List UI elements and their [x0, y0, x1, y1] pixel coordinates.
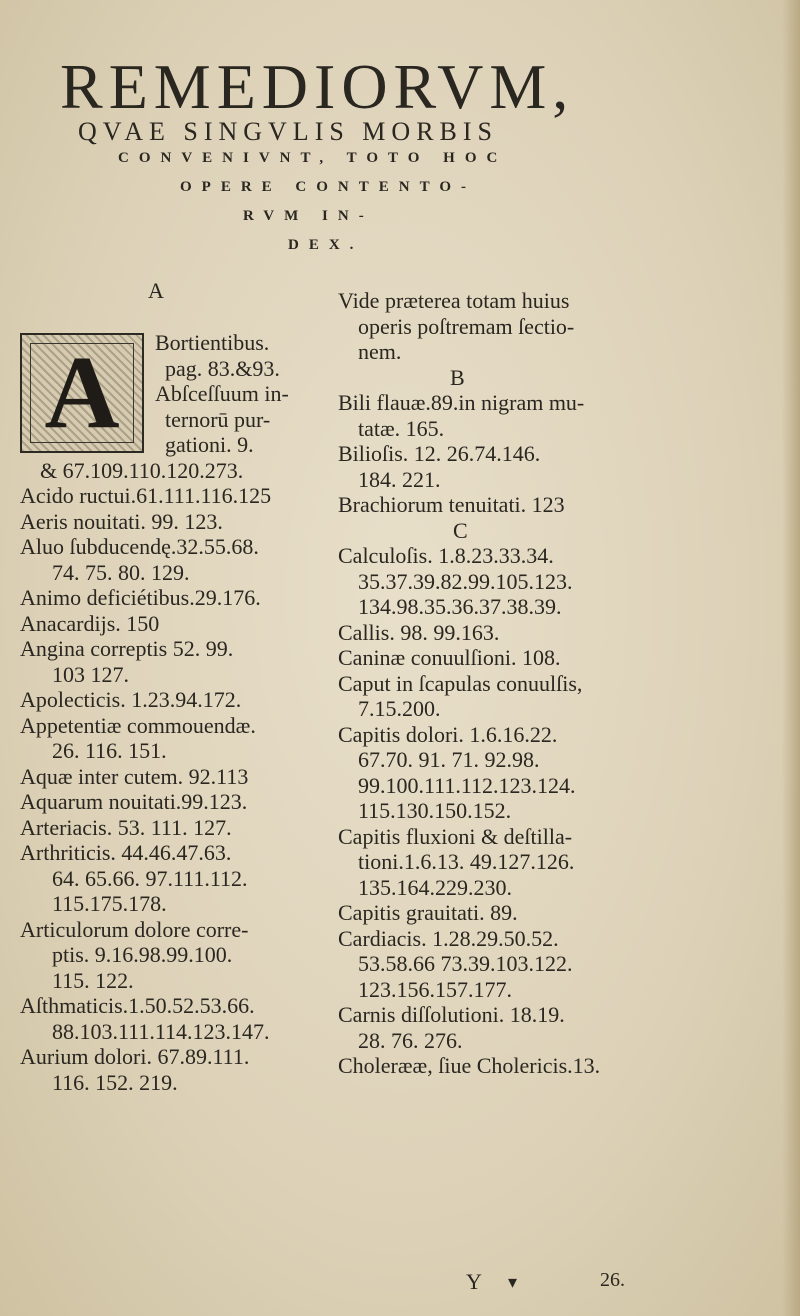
left-column: [20, 330, 325, 1095]
index-entry: Brachiorum tenuitati. 123: [338, 492, 565, 517]
index-entry: 123.156.157.177.: [358, 976, 512, 1002]
index-entry: 115.130.150.152.: [358, 798, 512, 823]
index-entry: Caninæ conuulſioni. 108.: [338, 645, 561, 670]
index-entry: tatæ. 165.: [358, 415, 445, 441]
index-entry: Arthriticis. 44.46.47.63.: [20, 840, 232, 865]
index-entry: Angina correptis 52. 99.: [20, 636, 234, 661]
index-entry: pag. 83.&93.: [165, 355, 280, 381]
index-entry: 53.58.66 73.39.103.122.: [358, 951, 573, 976]
index-entry: 64. 65.66. 97.111.112.: [52, 865, 248, 891]
index-entry: Acido ructui.61.111.116.125: [20, 483, 272, 508]
index-entry: Articulorum dolore corre-: [20, 916, 249, 942]
decorated-initial-letter: A: [44, 335, 120, 450]
index-entry: 35.37.39.82.99.105.123.: [358, 568, 573, 594]
index-entry: 7.15.200.: [358, 696, 441, 721]
index-entry: Abſceſſuum in-: [155, 381, 289, 406]
index-entry: & 67.109.110.120.273.: [40, 457, 244, 483]
index-entry: Arteriacis. 53. 111. 127.: [20, 814, 232, 840]
index-entry: 26. 116. 151.: [52, 738, 167, 763]
index-entry: 103 127.: [52, 661, 129, 687]
title-line-6: DEX.: [288, 237, 364, 253]
signature-ornament: ▾: [508, 1272, 518, 1292]
index-entry: Appetentiæ commouendæ.: [20, 712, 256, 738]
title-line-2: QVAE SINGVLIS MORBIS: [78, 117, 499, 146]
title-line-1: REMEDIORVM,: [60, 51, 575, 122]
index-entry: Capitis grauitati. 89.: [338, 900, 518, 925]
page-edge-shadow: [782, 0, 800, 1316]
index-entry: operis poſtremam ſectio-: [358, 313, 575, 339]
index-entry: Bortientibus.: [155, 330, 270, 355]
index-entry: Aſthmaticis.1.50.52.53.66.: [20, 993, 255, 1018]
index-entry: Bilioſis. 12. 26.74.146.: [338, 441, 541, 466]
index-entry: Calculoſis. 1.8.23.33.34.: [338, 543, 554, 568]
index-entry: Apolecticis. 1.23.94.172.: [20, 687, 242, 712]
title-line-3: CONVENIVNT, TOTO HOC: [118, 150, 508, 166]
index-entry: Aeris nouitati. 99. 123.: [20, 508, 223, 534]
title-line-4: OPERE CONTENTO-: [180, 179, 476, 195]
index-entry: Aquæ inter cutem. 92.113: [20, 763, 249, 789]
index-entry: 135.164.229.230.: [358, 874, 512, 900]
index-entry: Animo deficiétibus.29.176.: [20, 585, 261, 610]
signature-mark: Y: [466, 1269, 482, 1294]
index-entry: 184. 221.: [358, 466, 441, 492]
catchword-number: 26.: [600, 1269, 625, 1291]
index-entry: Vide præterea totam huius: [338, 288, 570, 313]
index-entry: 99.100.111.112.123.124.: [358, 772, 576, 798]
index-entry: ptis. 9.16.98.99.100.: [52, 942, 233, 967]
index-entry: 88.103.111.114.123.147.: [52, 1018, 270, 1044]
index-entry: Capitis dolori. 1.6.16.22.: [338, 721, 558, 747]
title-line-5: RVM IN-: [243, 208, 374, 224]
index-entry: Cardiacis. 1.28.29.50.52.: [338, 925, 559, 951]
index-entry: 115.175.178.: [52, 891, 167, 916]
index-entry: Aquarum nouitati.99.123.: [20, 789, 248, 814]
index-entry: ternorū pur-: [165, 406, 271, 432]
index-entry: tioni.1.6.13. 49.127.126.: [358, 849, 575, 874]
section-letter-c: C: [453, 517, 468, 543]
index-entry: 134.98.35.36.37.38.39.: [358, 594, 562, 619]
index-entry: Aluo ſubducendę.32.55.68.: [20, 534, 259, 559]
index-entry: Caput in ſcapulas conuulſis,: [338, 670, 583, 696]
right-column: [338, 288, 668, 1079]
index-entry: 28. 76. 276.: [358, 1027, 463, 1053]
index-entry: 74. 75. 80. 129.: [52, 559, 190, 585]
index-entry: Anacardijs. 150: [20, 610, 160, 636]
index-entry: Aurium dolori. 67.89.111.: [20, 1044, 250, 1069]
index-entry: gationi. 9.: [165, 432, 254, 457]
index-entry: nem.: [358, 339, 402, 364]
section-letter-a: A: [148, 278, 164, 303]
index-entry: Bili flauæ.89.in nigram mu-: [338, 390, 585, 415]
index-entry: Cholerææ, ſiue Cholericis.13.: [338, 1053, 601, 1078]
index-entry: Carnis diſſolutioni. 18.19.: [338, 1002, 565, 1027]
index-entry: Callis. 98. 99.163.: [338, 619, 500, 645]
section-letter-b: B: [450, 364, 465, 390]
index-entry: Capitis fluxioni & deſtilla-: [338, 823, 573, 849]
index-entry: 115. 122.: [52, 967, 134, 993]
index-entry: 67.70. 91. 71. 92.98.: [358, 747, 540, 772]
index-entry: 116. 152. 219.: [52, 1069, 178, 1095]
